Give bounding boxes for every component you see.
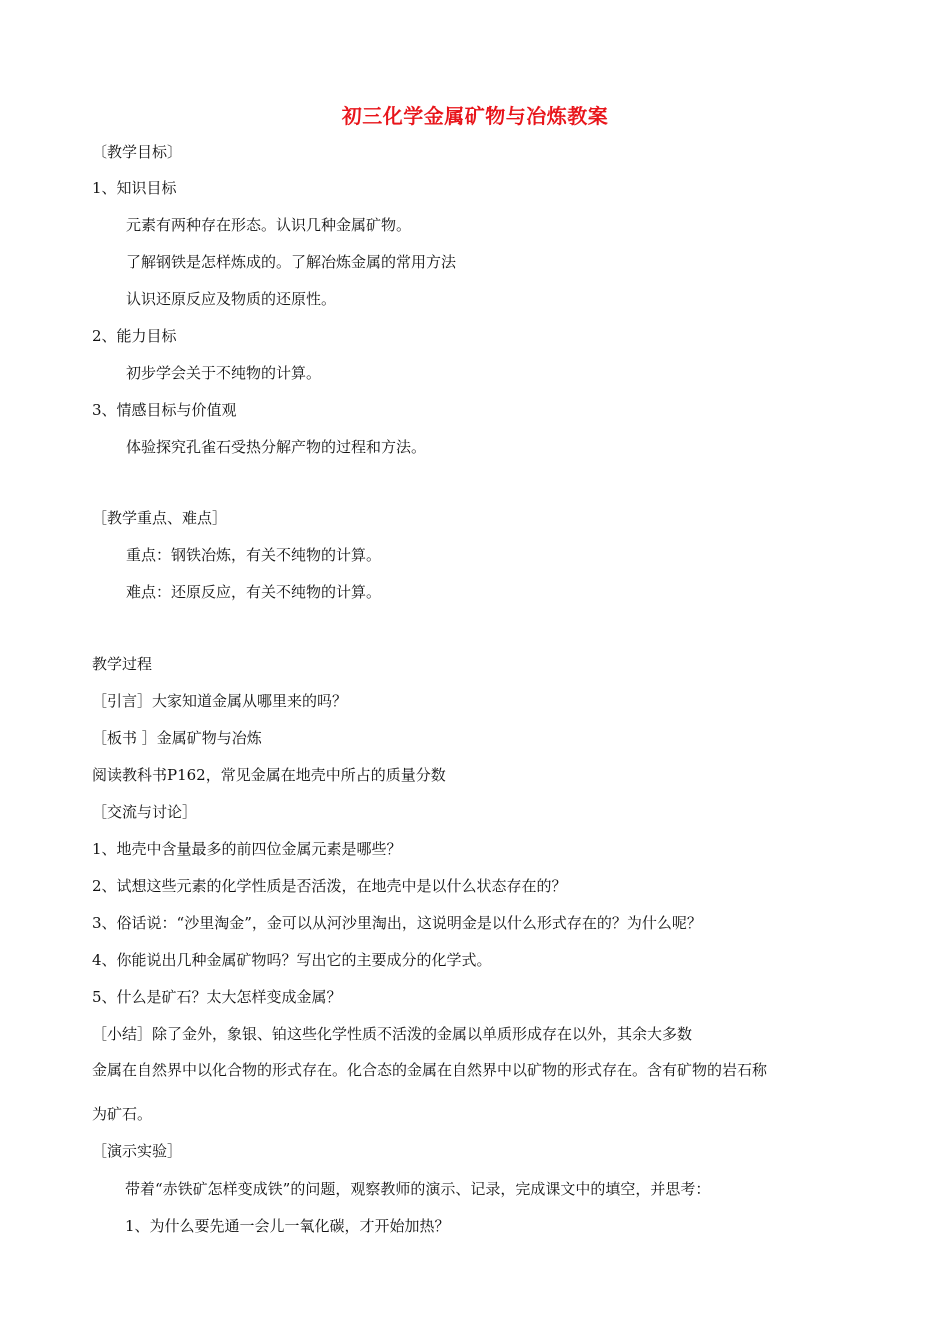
- demo-heading: ［演示实验］: [92, 1142, 183, 1160]
- summary-line: ［小结］除了金外，象银、铂这些化学性质不活泼的金属以单质形成存在以外，其余大多数: [92, 1025, 693, 1043]
- goals-heading: 〔教学目标〕: [92, 143, 183, 161]
- keypoint-item: 难点：还原反应，有关不纯物的计算。: [126, 583, 382, 601]
- knowledge-goal-item: 认识还原反应及物质的还原性。: [126, 290, 337, 308]
- discussion-question: 2、试想这些元素的化学性质是否活泼，在地壳中是以什么状态存在的？: [92, 877, 567, 895]
- ability-goal-label: 2、能力目标: [92, 327, 177, 345]
- discussion-question: 5、什么是矿石？太大怎样变成金属？: [92, 988, 342, 1006]
- demo-question: 1、为什么要先通一会儿一氧化碳，才开始加热？: [125, 1217, 450, 1235]
- board-line: ［板书 ］金属矿物与冶炼: [92, 729, 262, 747]
- knowledge-goal-item: 了解钢铁是怎样炼成的。了解冶炼金属的常用方法: [126, 253, 457, 271]
- summary-line: 金属在自然界中以化合物的形式存在。化合态的金属在自然界中以矿物的形式存在。含有矿物的岩石称: [92, 1061, 768, 1079]
- document-title: 初三化学金属矿物与冶炼教案: [341, 104, 609, 128]
- knowledge-goal-label: 1、知识目标: [92, 179, 177, 197]
- discussion-heading: ［交流与讨论］: [92, 803, 198, 821]
- emotion-goal-item: 体验探究孔雀石受热分解产物的过程和方法。: [126, 438, 427, 456]
- summary-line: 为矿石。: [92, 1105, 153, 1123]
- ability-goal-item: 初步学会关于不纯物的计算。: [126, 364, 322, 382]
- discussion-question: 4、你能说出几种金属矿物吗？写出它的主要成分的化学式。: [92, 951, 492, 969]
- discussion-question: 3、俗话说：“沙里淘金”，金可以从河沙里淘出，这说明金是以什么形式存在的？为什么呢？: [92, 914, 702, 932]
- emotion-goal-label: 3、情感目标与价值观: [92, 401, 237, 419]
- knowledge-goal-item: 元素有两种存在形态。认识几种金属矿物。: [126, 216, 412, 234]
- keypoint-item: 重点：钢铁冶炼，有关不纯物的计算。: [126, 546, 382, 564]
- keypoints-heading: ［教学重点、难点］: [92, 509, 228, 527]
- reading-line: 阅读教科书P162，常见金属在地壳中所占的质量分数: [92, 766, 446, 784]
- demo-text: 带着“赤铁矿怎样变成铁”的问题，观察教师的演示、记录，完成课文中的填空，并思考：: [125, 1180, 711, 1198]
- discussion-question: 1、地壳中含量最多的前四位金属元素是哪些？: [92, 840, 402, 858]
- process-heading: 教学过程: [92, 655, 153, 673]
- intro-line: ［引言］大家知道金属从哪里来的吗？: [92, 692, 348, 710]
